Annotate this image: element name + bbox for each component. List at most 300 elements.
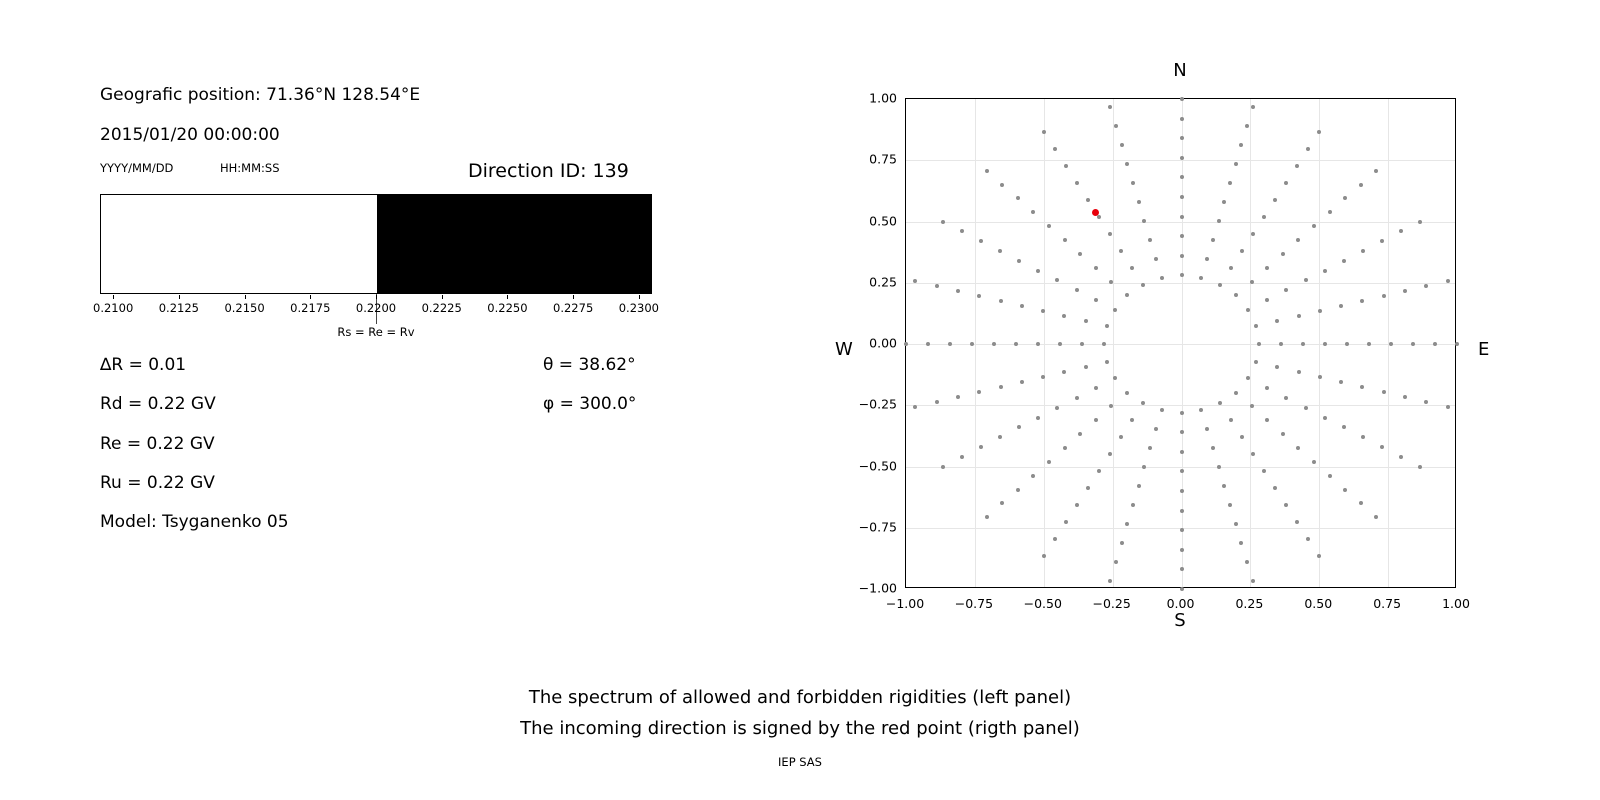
direction-point	[1031, 210, 1035, 214]
y-axis-tick-label: 0.00	[869, 335, 897, 351]
direction-point	[1234, 293, 1238, 297]
rigidity-spectrum-panel	[0, 0, 700, 620]
direction-point	[1239, 143, 1243, 147]
direction-point	[1297, 370, 1301, 374]
direction-point	[1119, 249, 1123, 253]
direction-point	[1108, 105, 1112, 109]
direction-point	[1318, 309, 1322, 313]
direction-point	[1120, 143, 1124, 147]
direction-point	[1361, 435, 1365, 439]
direction-point	[1361, 249, 1365, 253]
direction-point	[1105, 324, 1109, 328]
direction-point	[1160, 276, 1164, 280]
grid-line-vertical	[975, 99, 976, 587]
direction-point	[1403, 289, 1407, 293]
direction-point	[970, 342, 974, 346]
grid-line-vertical	[1319, 99, 1320, 587]
y-axis-tick-label: 0.50	[869, 213, 897, 228]
direction-point	[1345, 342, 1349, 346]
direction-point	[1239, 541, 1243, 545]
direction-point	[1180, 450, 1184, 454]
param-model: Model: Tsyganenko 05	[100, 512, 289, 532]
direction-point	[1047, 460, 1051, 464]
direction-point	[1055, 278, 1059, 282]
direction-point	[1328, 210, 1332, 214]
direction-point	[1240, 435, 1244, 439]
direction-point	[935, 400, 939, 404]
grid-line-vertical	[1250, 99, 1251, 587]
direction-point	[1374, 515, 1378, 519]
direction-point	[1342, 259, 1346, 263]
direction-point	[1125, 162, 1129, 166]
spectrum-bar	[100, 194, 652, 294]
direction-point	[1306, 537, 1310, 541]
y-axis-tick-label: −0.25	[858, 396, 897, 412]
direction-point	[1180, 97, 1184, 101]
spectrum-axis-tick-label: 0.2300	[618, 301, 659, 315]
direction-point	[1137, 484, 1141, 488]
spectrum-axis-tick-label: 0.2275	[553, 301, 594, 315]
compass-south-label: S	[1174, 610, 1186, 631]
direction-point	[1016, 196, 1020, 200]
direction-point	[1114, 124, 1118, 128]
y-axis-tick-label: 0.25	[869, 274, 897, 290]
direction-point	[1245, 124, 1249, 128]
grid-line-horizontal	[906, 283, 1455, 284]
direction-point	[1000, 501, 1004, 505]
direction-point	[1273, 198, 1277, 202]
direction-point	[1323, 416, 1327, 420]
direction-point	[1108, 579, 1112, 583]
direction-point	[1418, 465, 1422, 469]
param-phi: φ = 300.0°	[543, 394, 637, 414]
direction-point	[1251, 105, 1255, 109]
compass-west-label: W	[835, 339, 853, 360]
direction-point	[1180, 117, 1184, 121]
direction-point	[1389, 342, 1393, 346]
caption-line-2: The incoming direction is signed by the red point (rigth panel)	[520, 718, 1080, 739]
direction-point	[1245, 560, 1249, 564]
direction-point	[1086, 198, 1090, 202]
spectrum-axis-tick-label: 0.2225	[421, 301, 462, 315]
spectrum-axis-tick	[573, 295, 574, 299]
direction-point	[1281, 252, 1285, 256]
direction-point	[1036, 416, 1040, 420]
direction-point	[1228, 181, 1232, 185]
direction-point	[1318, 375, 1322, 379]
direction-point	[1113, 376, 1117, 380]
direction-point	[1295, 164, 1299, 168]
direction-point	[1042, 130, 1046, 134]
x-axis-tick-label: 0.75	[1373, 596, 1402, 611]
spectrum-axis-tick	[376, 295, 377, 299]
direction-point	[1234, 522, 1238, 526]
direction-point	[1084, 365, 1088, 369]
direction-point	[1084, 319, 1088, 323]
direction-point	[1205, 257, 1209, 261]
direction-point	[1279, 342, 1283, 346]
direction-point	[999, 385, 1003, 389]
direction-point	[1433, 342, 1437, 346]
direction-point	[1078, 432, 1082, 436]
direction-point	[998, 435, 1002, 439]
param-theta: θ = 38.62°	[543, 355, 636, 375]
direction-point	[1180, 273, 1184, 277]
direction-point	[977, 294, 981, 298]
direction-point	[1296, 238, 1300, 242]
direction-point	[1080, 342, 1084, 346]
direction-point	[1229, 266, 1233, 270]
direction-point	[1284, 288, 1288, 292]
direction-point	[1304, 406, 1308, 410]
direction-point	[1180, 254, 1184, 258]
direction-point	[1137, 200, 1141, 204]
direction-point	[1228, 503, 1232, 507]
direction-point	[904, 342, 908, 346]
direction-point	[1211, 238, 1215, 242]
direction-point	[1382, 294, 1386, 298]
direction-point	[926, 342, 930, 346]
direction-point	[1180, 469, 1184, 473]
direction-point	[1114, 560, 1118, 564]
direction-point	[956, 395, 960, 399]
direction-point	[1142, 465, 1146, 469]
x-axis-tick-label: 1.00	[1442, 596, 1470, 611]
direction-point	[1055, 406, 1059, 410]
direction-point	[1234, 391, 1238, 395]
direction-scatter-plot	[905, 98, 1456, 588]
spectrum-axis-tick	[442, 295, 443, 299]
direction-point	[1180, 136, 1184, 140]
direction-point	[1180, 567, 1184, 571]
direction-point	[1086, 486, 1090, 490]
direction-point	[1042, 554, 1046, 558]
direction-point	[1265, 298, 1269, 302]
direction-point	[1036, 269, 1040, 273]
direction-point	[1154, 257, 1158, 261]
direction-point	[1251, 452, 1255, 456]
direction-point	[1125, 522, 1129, 526]
figure-caption	[0, 682, 1600, 744]
direction-point	[1295, 520, 1299, 524]
direction-point	[1229, 418, 1233, 422]
direction-point	[1317, 130, 1321, 134]
spectrum-axis-tick-label: 0.2200	[355, 301, 397, 315]
direction-point	[1180, 430, 1184, 434]
direction-point	[1284, 396, 1288, 400]
direction-point	[1342, 425, 1346, 429]
direction-point	[1297, 314, 1301, 318]
direction-point	[1343, 488, 1347, 492]
direction-point	[1367, 342, 1371, 346]
direction-point	[1424, 284, 1428, 288]
y-axis-tick-label: 1.00	[869, 90, 897, 106]
direction-point	[1265, 386, 1269, 390]
direction-point	[1148, 238, 1152, 242]
y-axis-tick-label: 0.75	[869, 151, 897, 167]
direction-point	[1102, 342, 1106, 346]
direction-point	[1250, 404, 1254, 408]
param-rd: Rd = 0.22 GV	[100, 394, 216, 414]
direction-point	[1120, 541, 1124, 545]
direction-point	[913, 405, 917, 409]
direction-point	[1262, 469, 1266, 473]
direction-point	[977, 390, 981, 394]
direction-point	[1094, 418, 1098, 422]
direction-point	[1312, 460, 1316, 464]
direction-point	[941, 465, 945, 469]
direction-point	[1275, 365, 1279, 369]
direction-point	[1180, 175, 1184, 179]
direction-point	[1064, 164, 1068, 168]
direction-point	[1265, 418, 1269, 422]
direction-point	[948, 342, 952, 346]
direction-point	[1323, 269, 1327, 273]
y-axis-tick-label: −0.75	[858, 519, 897, 535]
direction-point	[1250, 280, 1254, 284]
direction-point	[1359, 183, 1363, 187]
direction-point	[1328, 474, 1332, 478]
direction-point	[1399, 229, 1403, 233]
direction-point	[1222, 484, 1226, 488]
param-re: Re = 0.22 GV	[100, 434, 215, 454]
direction-point	[1154, 427, 1158, 431]
direction-point	[1131, 503, 1135, 507]
direction-point	[1240, 249, 1244, 253]
compass-east-label: E	[1478, 339, 1490, 360]
direction-point	[1199, 276, 1203, 280]
x-axis-tick-label: −0.50	[1023, 596, 1062, 611]
direction-point	[1113, 308, 1117, 312]
spectrum-axis-tick	[245, 295, 246, 299]
direction-point	[1108, 232, 1112, 236]
grid-line-vertical	[1044, 99, 1045, 587]
direction-point	[1062, 370, 1066, 374]
direction-point	[1063, 238, 1067, 242]
direction-point	[998, 249, 1002, 253]
direction-point	[1217, 465, 1221, 469]
x-axis-tick-label: 0.00	[1166, 596, 1195, 611]
direction-point	[1265, 266, 1269, 270]
direction-point	[1094, 266, 1098, 270]
spectrum-axis-tick	[179, 295, 180, 299]
param-delta-r: ∆R = 0.01	[100, 355, 187, 375]
direction-point	[1382, 390, 1386, 394]
direction-point	[1424, 400, 1428, 404]
datetime-label: 2015/01/20 00:00:00	[100, 125, 280, 145]
direction-point	[1094, 298, 1098, 302]
time-format-hint: HH:MM:SS	[220, 161, 280, 175]
direction-point	[941, 220, 945, 224]
direction-point	[1306, 147, 1310, 151]
y-axis-tick-label: −1.00	[858, 580, 897, 596]
direction-point	[1036, 342, 1040, 346]
footer-credit: IEP SAS	[778, 755, 822, 769]
geographic-position-label: Geografic position: 71.36°N 128.54°E	[100, 85, 421, 105]
direction-point	[960, 455, 964, 459]
direction-point	[1301, 342, 1305, 346]
direction-map-panel	[820, 40, 1560, 660]
direction-point	[1360, 385, 1364, 389]
direction-point	[1063, 446, 1067, 450]
direction-point	[1312, 224, 1316, 228]
direction-point	[999, 299, 1003, 303]
spectrum-axis-tick-label: 0.2250	[487, 301, 528, 315]
direction-point	[1058, 342, 1062, 346]
grid-line-vertical	[1113, 99, 1114, 587]
compass-north-label: N	[1173, 60, 1187, 81]
direction-point	[1275, 319, 1279, 323]
direction-point	[979, 445, 983, 449]
caption-line-1: The spectrum of allowed and forbidden rigidities (left panel)	[528, 687, 1072, 708]
direction-point	[1403, 395, 1407, 399]
x-axis-tick-label: 0.50	[1304, 596, 1333, 611]
direction-point	[1130, 266, 1134, 270]
direction-point	[1446, 405, 1450, 409]
spectrum-axis	[93, 295, 659, 321]
direction-point	[1284, 503, 1288, 507]
direction-point	[1075, 396, 1079, 400]
direction-point	[1064, 520, 1068, 524]
direction-point	[1075, 503, 1079, 507]
x-axis-tick-label: −0.25	[1092, 596, 1131, 611]
direction-point	[1094, 386, 1098, 390]
allowed-rigidity-band	[377, 195, 652, 293]
direction-point	[1360, 299, 1364, 303]
direction-point	[1399, 455, 1403, 459]
direction-point	[1160, 408, 1164, 412]
direction-point	[1014, 342, 1018, 346]
direction-point	[1296, 446, 1300, 450]
spectrum-axis-tick	[507, 295, 508, 299]
grid-line-horizontal	[906, 222, 1455, 223]
grid-line-horizontal	[906, 344, 1455, 345]
direction-point	[1062, 314, 1066, 318]
direction-point	[1257, 342, 1261, 346]
direction-point	[1125, 293, 1129, 297]
direction-point	[1180, 234, 1184, 238]
direction-point	[1130, 418, 1134, 422]
direction-point	[1108, 452, 1112, 456]
direction-point	[1374, 169, 1378, 173]
direction-point	[935, 284, 939, 288]
grid-line-horizontal	[906, 467, 1455, 468]
grid-line-horizontal	[906, 405, 1455, 406]
direction-point	[1273, 486, 1277, 490]
direction-point	[1105, 360, 1109, 364]
direction-point	[1254, 324, 1258, 328]
spectrum-axis-tick-label: 0.2175	[290, 301, 331, 315]
direction-point	[1180, 587, 1184, 591]
direction-point	[1047, 224, 1051, 228]
direction-point	[1339, 304, 1343, 308]
direction-point	[992, 342, 996, 346]
direction-point	[1075, 181, 1079, 185]
direction-point	[1119, 435, 1123, 439]
direction-point	[1222, 200, 1226, 204]
rs-marker-label: Rs = Re = Rv	[337, 325, 415, 339]
direction-point	[1343, 196, 1347, 200]
direction-point	[1281, 432, 1285, 436]
direction-point	[1180, 195, 1184, 199]
spectrum-axis-tick	[113, 295, 114, 299]
spectrum-axis-tick-label: 0.2125	[158, 301, 199, 315]
x-axis-tick-label: −0.75	[954, 596, 994, 611]
direction-id-label: Direction ID: 139	[468, 160, 629, 182]
direction-point	[1205, 427, 1209, 431]
direction-point	[1262, 215, 1266, 219]
direction-point	[1180, 156, 1184, 160]
grid-line-vertical	[1182, 99, 1183, 587]
direction-point	[1411, 342, 1415, 346]
x-axis-tick-label: 0.25	[1235, 596, 1264, 611]
direction-point	[1180, 548, 1184, 552]
rigidity-spectrum-chart	[93, 194, 659, 339]
direction-point	[1017, 425, 1021, 429]
direction-point	[1199, 408, 1203, 412]
direction-point	[1418, 220, 1422, 224]
direction-point	[1359, 501, 1363, 505]
direction-point	[1217, 219, 1221, 223]
direction-point	[1455, 342, 1459, 346]
direction-point	[1075, 288, 1079, 292]
direction-point	[1125, 391, 1129, 395]
y-axis-tick-label: −0.50	[858, 458, 897, 473]
direction-point	[979, 239, 983, 243]
x-axis-tick-label: −1.00	[885, 596, 925, 611]
direction-point	[985, 169, 989, 173]
direction-point	[1304, 278, 1308, 282]
direction-point	[1251, 579, 1255, 583]
direction-point	[1339, 380, 1343, 384]
direction-point	[1053, 147, 1057, 151]
direction-point	[1180, 411, 1184, 415]
direction-point	[1284, 181, 1288, 185]
direction-point	[1180, 509, 1184, 513]
direction-point	[956, 289, 960, 293]
direction-point	[1180, 489, 1184, 493]
direction-point	[1211, 446, 1215, 450]
direction-point	[1254, 360, 1258, 364]
param-ru: Ru = 0.22 GV	[100, 473, 215, 493]
spectrum-axis-tick-label: 0.2150	[224, 301, 265, 315]
spectrum-axis-tick	[639, 295, 640, 299]
date-format-hint: YYYY/MM/DD	[100, 161, 174, 175]
direction-point	[1317, 554, 1321, 558]
direction-point	[1180, 528, 1184, 532]
direction-point	[1380, 239, 1384, 243]
direction-point	[1323, 342, 1327, 346]
direction-point	[1031, 474, 1035, 478]
direction-point	[1251, 232, 1255, 236]
spectrum-axis-tick	[310, 295, 311, 299]
direction-point	[1141, 283, 1145, 287]
grid-line-horizontal	[906, 160, 1455, 161]
direction-point	[1148, 446, 1152, 450]
direction-point	[1078, 252, 1082, 256]
direction-point	[1053, 537, 1057, 541]
direction-point	[1380, 445, 1384, 449]
direction-point	[985, 515, 989, 519]
direction-point	[1017, 259, 1021, 263]
direction-point	[1180, 215, 1184, 219]
direction-point	[1020, 380, 1024, 384]
direction-point	[1234, 162, 1238, 166]
direction-point	[1000, 183, 1004, 187]
direction-point	[1020, 304, 1024, 308]
direction-point	[1016, 488, 1020, 492]
direction-point	[1218, 283, 1222, 287]
